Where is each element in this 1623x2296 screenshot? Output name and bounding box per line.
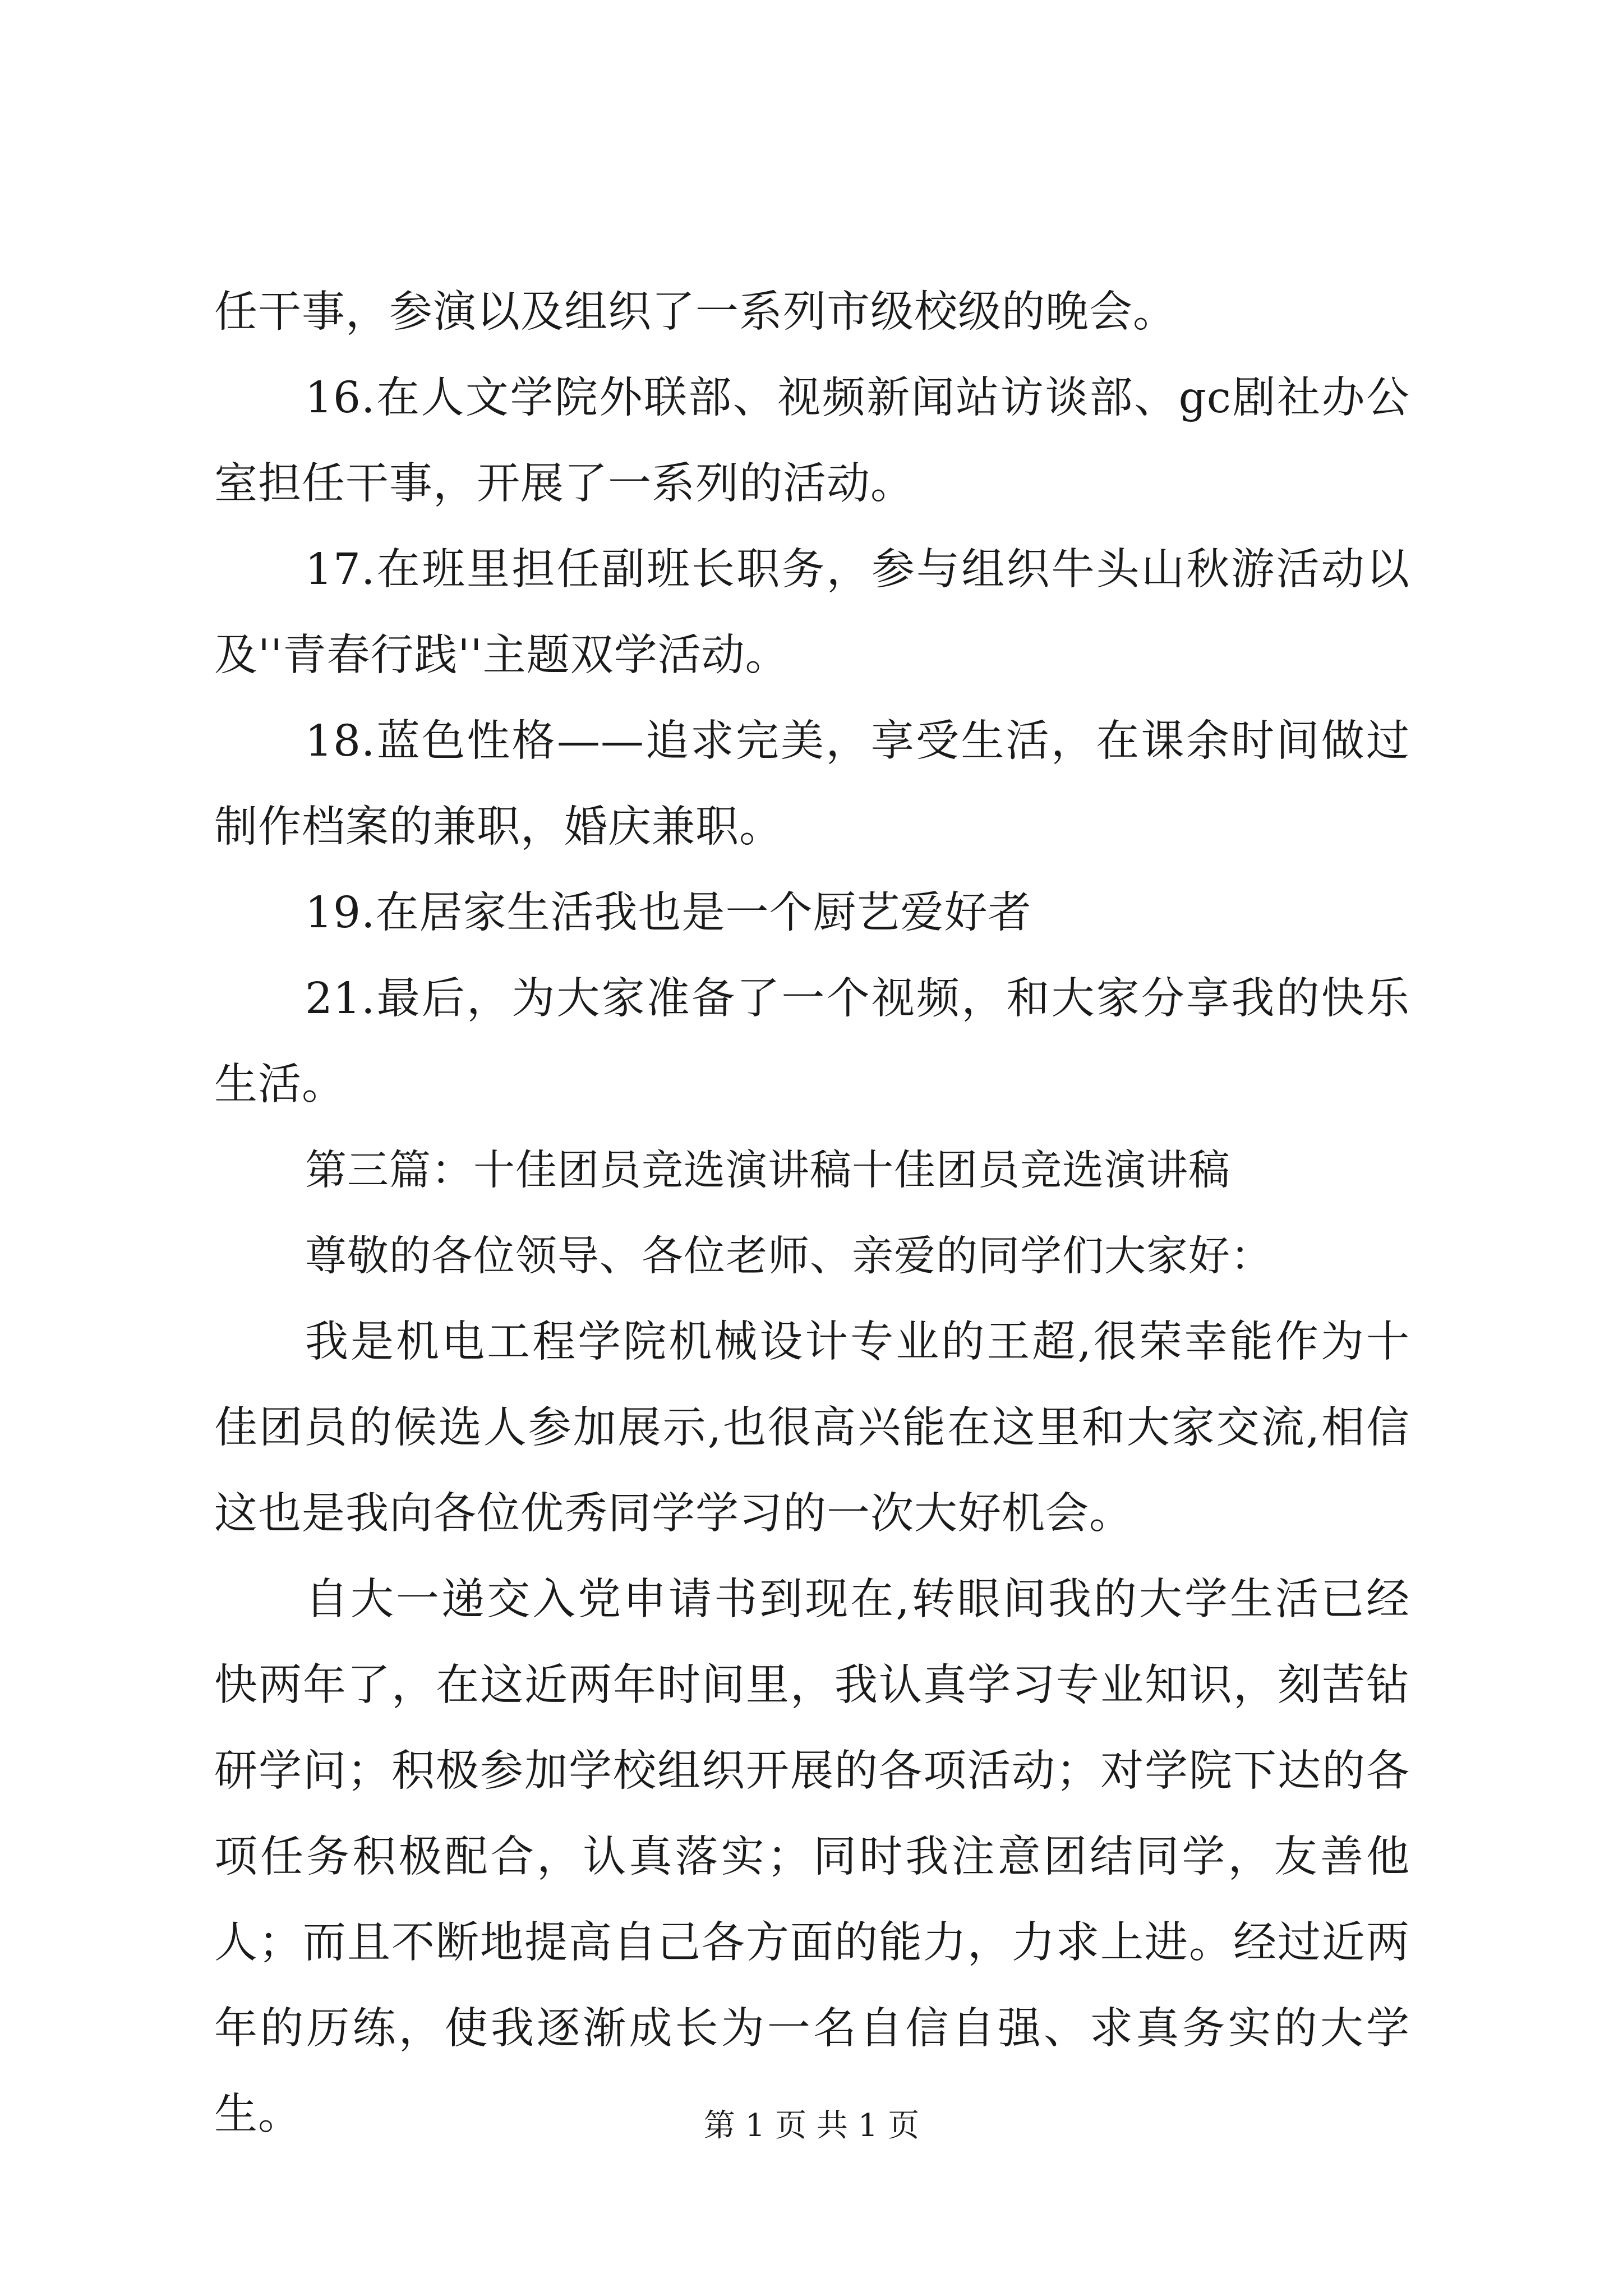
page-footer: 第 1 页 共 1 页 xyxy=(703,2108,920,2144)
paragraph-1: 任干事，参演以及组织了一系列市级校级的晚会。 xyxy=(214,287,1177,337)
paragraph-introduction: 我是机电工程学院机械设计专业的王超,很荣幸能作为十佳团员的候选人参加展示,也很高兴能在这里和大家交流,相信这也是我向各位优秀同学学习的一次大好机会。 xyxy=(214,1317,1410,1539)
salutation: 尊敬的各位领导、各位老师、亲爱的同学们大家好： xyxy=(305,1232,1272,1280)
document-body xyxy=(214,269,1410,2157)
paragraph-3: 17.在班里担任副班长职务，参与组织牛头山秋游活动以及''青春行践''主题双学活动。 xyxy=(214,545,1410,680)
paragraph-4: 18.蓝色性格——追求完美，享受生活，在课余时间做过制作档案的兼职，婚庆兼职。 xyxy=(214,716,1410,852)
paragraph-6: 21.最后，为大家准备了一个视频，和大家分享我的快乐生活。 xyxy=(214,974,1410,1110)
paragraph-5: 19.在居家生活我也是一个厨艺爱好者 xyxy=(305,888,1032,938)
paragraph-experience: 自大一递交入党申请书到现在,转眼间我的大学生活已经快两年了，在这近两年时间里，我认真学习专业知识，刻苦钻研学问；积极参加学校组织开展的各项活动；对学院下达的各项任务积极配合，认真落实；同时我注意团结同学，友善他人；而且不断地提高自己各方面的能力，力求上进。经过近两年的历练，使我逐渐成长为一名自信自强、求真务实的大学生。 xyxy=(214,1575,1410,2139)
paragraph-2: 16.在人文学院外联部、视频新闻站访谈部、gc剧社办公室担任干事，开展了一系列的活动。 xyxy=(214,373,1410,509)
section-heading: 第三篇：十佳团员竞选演讲稿十佳团员竞选演讲稿 xyxy=(305,1146,1230,1194)
